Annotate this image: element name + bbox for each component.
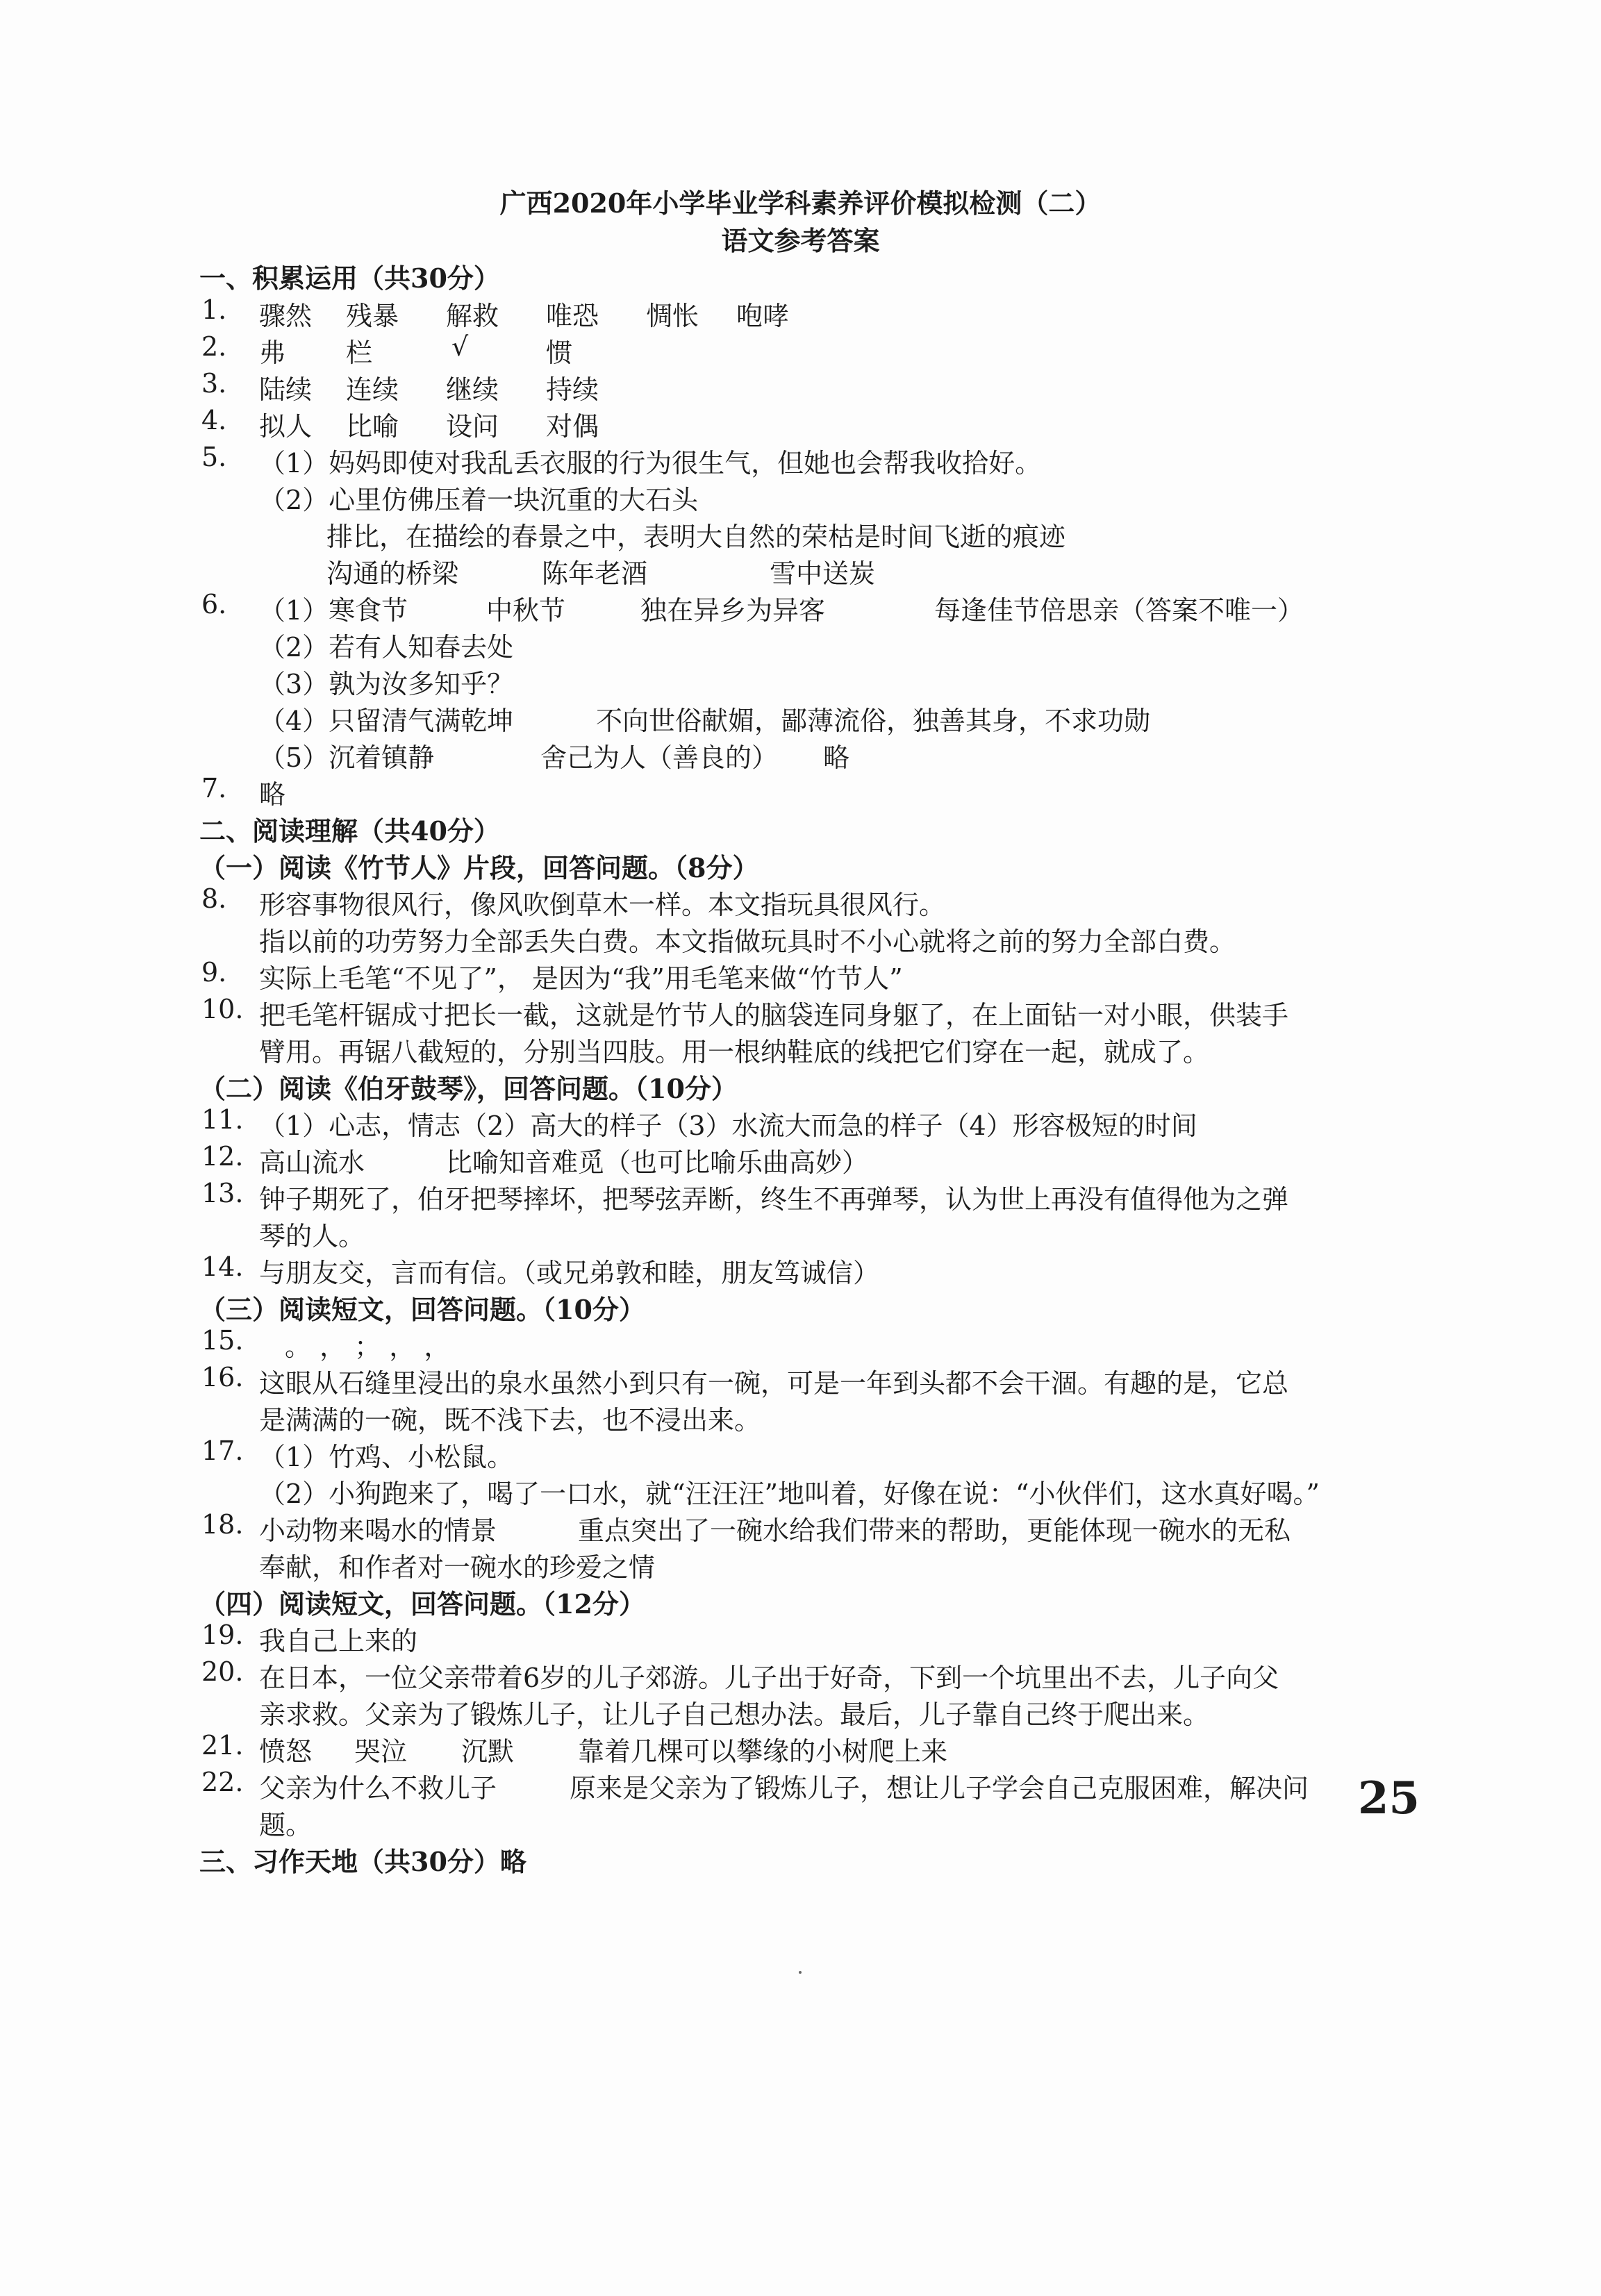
q13-number: 13. xyxy=(201,1178,244,1208)
scan-speck xyxy=(799,1971,802,1974)
q8-line: 形容事物很风行，像风吹倒草木一样。本文指玩具很风行。 xyxy=(259,890,946,920)
q17-number: 17. xyxy=(201,1436,244,1466)
q16-line: 这眼从石缝里浸出的泉水虽然小到只有一碗，可是一年到头都不会干涸。有趣的是，它总 xyxy=(259,1368,1289,1399)
q5-line: （2）心里仿佛压着一块沉重的大石头 xyxy=(259,485,699,515)
q3-answer: 继续 xyxy=(446,374,499,405)
section-heading-3: 三、习作天地（共30分）略 xyxy=(199,1846,526,1877)
q5-line: 排比，在描绘的春景之中，表明大自然的荣枯是时间飞逝的痕迹 xyxy=(326,522,1066,552)
q18-number: 18. xyxy=(201,1509,244,1540)
doc-subtitle: 语文参考答案 xyxy=(721,225,880,256)
q6-answer: 舍己为人（善良的） xyxy=(540,742,779,773)
q10-line: 把毛笔杆锯成寸把长一截，这就是竹节人的脑袋连同身躯了，在上面钻一对小眼，供装手 xyxy=(259,1000,1289,1031)
q17-line: （2）小狗跑来了，喝了一口水，就“汪汪汪”地叫着，好像在说：“小伙伴们，这水真好喝。” xyxy=(259,1479,1320,1509)
q3-answer: 陆续 xyxy=(259,374,313,405)
q11-number: 11. xyxy=(201,1104,244,1135)
q18-line: 奉献，和作者对一碗水的珍爱之情 xyxy=(259,1552,656,1583)
q1-answer: 解救 xyxy=(446,301,499,331)
q6-answer: 独在异乡为异客 xyxy=(640,595,826,626)
q12-answer: 高山流水 xyxy=(259,1147,365,1178)
q4-answer: 比喻 xyxy=(346,411,399,442)
q6-answer: （5）沉着镇静 xyxy=(259,742,435,773)
q4-number: 4. xyxy=(201,405,227,435)
q10-line: 臂用。再锯八截短的，分别当四肢。用一根纳鞋底的线把它们穿在一起，就成了。 xyxy=(259,1037,1210,1067)
q6-line: （3）孰为汝多知乎？ xyxy=(259,669,514,699)
q6-answer: 每逢佳节倍思亲（答案不唯一） xyxy=(934,595,1304,626)
q1-answer: 唯恐 xyxy=(546,301,599,331)
q22-answer: 原来是父亲为了锻炼儿子，想让儿子学会自己克服困难，解决问 xyxy=(570,1773,1309,1804)
q20-number: 20. xyxy=(201,1656,244,1687)
q1-number: 1. xyxy=(201,294,227,325)
q2-answer: 惯 xyxy=(546,338,573,368)
q6-answer: （4）只留清气满乾坤 xyxy=(259,706,514,736)
q22-number: 22. xyxy=(201,1767,244,1797)
q5-line: （1）妈妈即使对我乱丢衣服的行为很生气，但她也会帮我收拾好。 xyxy=(259,448,1042,479)
q1-answer: 残暴 xyxy=(346,301,399,331)
subsection-heading: （四）阅读短文，回答问题。（12分） xyxy=(199,1588,645,1620)
q15-line: 。 ， ； ， ， xyxy=(285,1331,451,1362)
section-heading-2: 二、阅读理解（共40分） xyxy=(199,815,500,847)
q4-answer: 对偶 xyxy=(546,411,599,442)
q18-answer: 小动物来喝水的情景 xyxy=(259,1515,497,1546)
q22-answer: 父亲为什么不救儿子 xyxy=(259,1773,497,1804)
q21-answer: 靠着几棵可以攀缘的小树爬上来 xyxy=(578,1736,948,1767)
q3-answer: 持续 xyxy=(546,374,599,405)
q21-answer: 沉默 xyxy=(461,1736,515,1767)
q5-answer: 陈年老酒 xyxy=(542,558,648,589)
q6-answer: 不向世俗献媚，鄙薄流俗，独善其身，不求功勋 xyxy=(596,706,1151,736)
q9-line: 实际上毛笔“不见了”， 是因为“我”用毛笔来做“竹节人” xyxy=(259,963,903,994)
q21-number: 21. xyxy=(201,1730,244,1761)
q5-answer: 雪中送炭 xyxy=(770,558,876,589)
q9-number: 9. xyxy=(201,957,227,988)
q17-line: （1）竹鸡、小松鼠。 xyxy=(259,1442,514,1472)
q2-answer: 栏 xyxy=(346,338,373,368)
q19-line: 我自己上来的 xyxy=(259,1626,418,1656)
q14-line: 与朋友交，言而有信。（或兄弟敦和睦，朋友笃诚信） xyxy=(259,1258,880,1288)
q20-line: 在日本，一位父亲带着6岁的儿子郊游。儿子出于好奇，下到一个坑里出不去，儿子向父 xyxy=(259,1663,1279,1693)
q14-number: 14. xyxy=(201,1251,244,1282)
section-heading-1: 一、积累运用（共30分） xyxy=(199,263,500,294)
q1-answer: 惆怅 xyxy=(646,301,699,331)
q16-line: 是满满的一碗，既不浅下去，也不浸出来。 xyxy=(259,1405,761,1436)
q12-answer: 比喻知音难觅（也可比喻乐曲高妙） xyxy=(446,1147,869,1178)
q3-number: 3. xyxy=(201,368,227,399)
subsection-heading: （二）阅读《伯牙鼓琴》，回答问题。（10分） xyxy=(199,1073,738,1104)
q5-answer: 沟通的桥梁 xyxy=(326,558,459,589)
q13-line: 钟子期死了，伯牙把琴摔坏，把琴弦弄断，终生不再弹琴，认为世上再没有值得他为之弹 xyxy=(259,1184,1289,1215)
q6-answer: 中秋节 xyxy=(486,595,566,626)
subsection-heading: （三）阅读短文，回答问题。（10分） xyxy=(199,1294,645,1325)
q8-number: 8. xyxy=(201,883,227,914)
q6-number: 6. xyxy=(201,589,227,619)
q6-answer: 略 xyxy=(823,742,850,773)
q21-answer: 哭泣 xyxy=(354,1736,408,1767)
q3-answer: 连续 xyxy=(346,374,399,405)
doc-title: 广西2020年小学毕业学科素养评价模拟检测（二） xyxy=(499,188,1102,219)
q2-answer: √ xyxy=(451,331,469,362)
q15-number: 15. xyxy=(201,1325,244,1356)
q1-answer: 咆哮 xyxy=(736,301,790,331)
q5-number: 5. xyxy=(201,442,227,472)
q19-number: 19. xyxy=(201,1620,244,1650)
q12-number: 12. xyxy=(201,1141,244,1172)
q4-answer: 设问 xyxy=(446,411,499,442)
q6-answer: （1）寒食节 xyxy=(259,595,408,626)
q1-answer: 骤然 xyxy=(259,301,313,331)
q6-line: （2）若有人知春去处 xyxy=(259,632,514,663)
q20-line: 亲求救。父亲为了锻炼儿子，让儿子自己想办法。最后，儿子靠自己终于爬出来。 xyxy=(259,1699,1210,1730)
q18-answer: 重点突出了一碗水给我们带来的帮助，更能体现一碗水的无私 xyxy=(578,1515,1291,1546)
q21-answer: 愤怒 xyxy=(259,1736,313,1767)
q2-number: 2. xyxy=(201,331,227,362)
q7-answer: 略 xyxy=(259,779,286,810)
q8-line: 指以前的功劳努力全部丢失白费。本文指做玩具时不小心就将之前的努力全部白费。 xyxy=(259,926,1236,957)
q22-line: 题。 xyxy=(259,1810,313,1840)
q13-line: 琴的人。 xyxy=(259,1221,365,1251)
q2-answer: 弗 xyxy=(259,338,286,368)
page-number: 25 xyxy=(1358,1772,1420,1824)
q10-number: 10. xyxy=(201,994,244,1024)
q7-number: 7. xyxy=(201,773,227,804)
q4-answer: 拟人 xyxy=(259,411,313,442)
subsection-heading: （一）阅读《竹节人》片段，回答问题。（8分） xyxy=(199,852,759,883)
q11-line: （1）心志，情志（2）高大的样子（3）水流大而急的样子（4）形容极短的时间 xyxy=(259,1110,1197,1141)
q16-number: 16. xyxy=(201,1362,244,1392)
